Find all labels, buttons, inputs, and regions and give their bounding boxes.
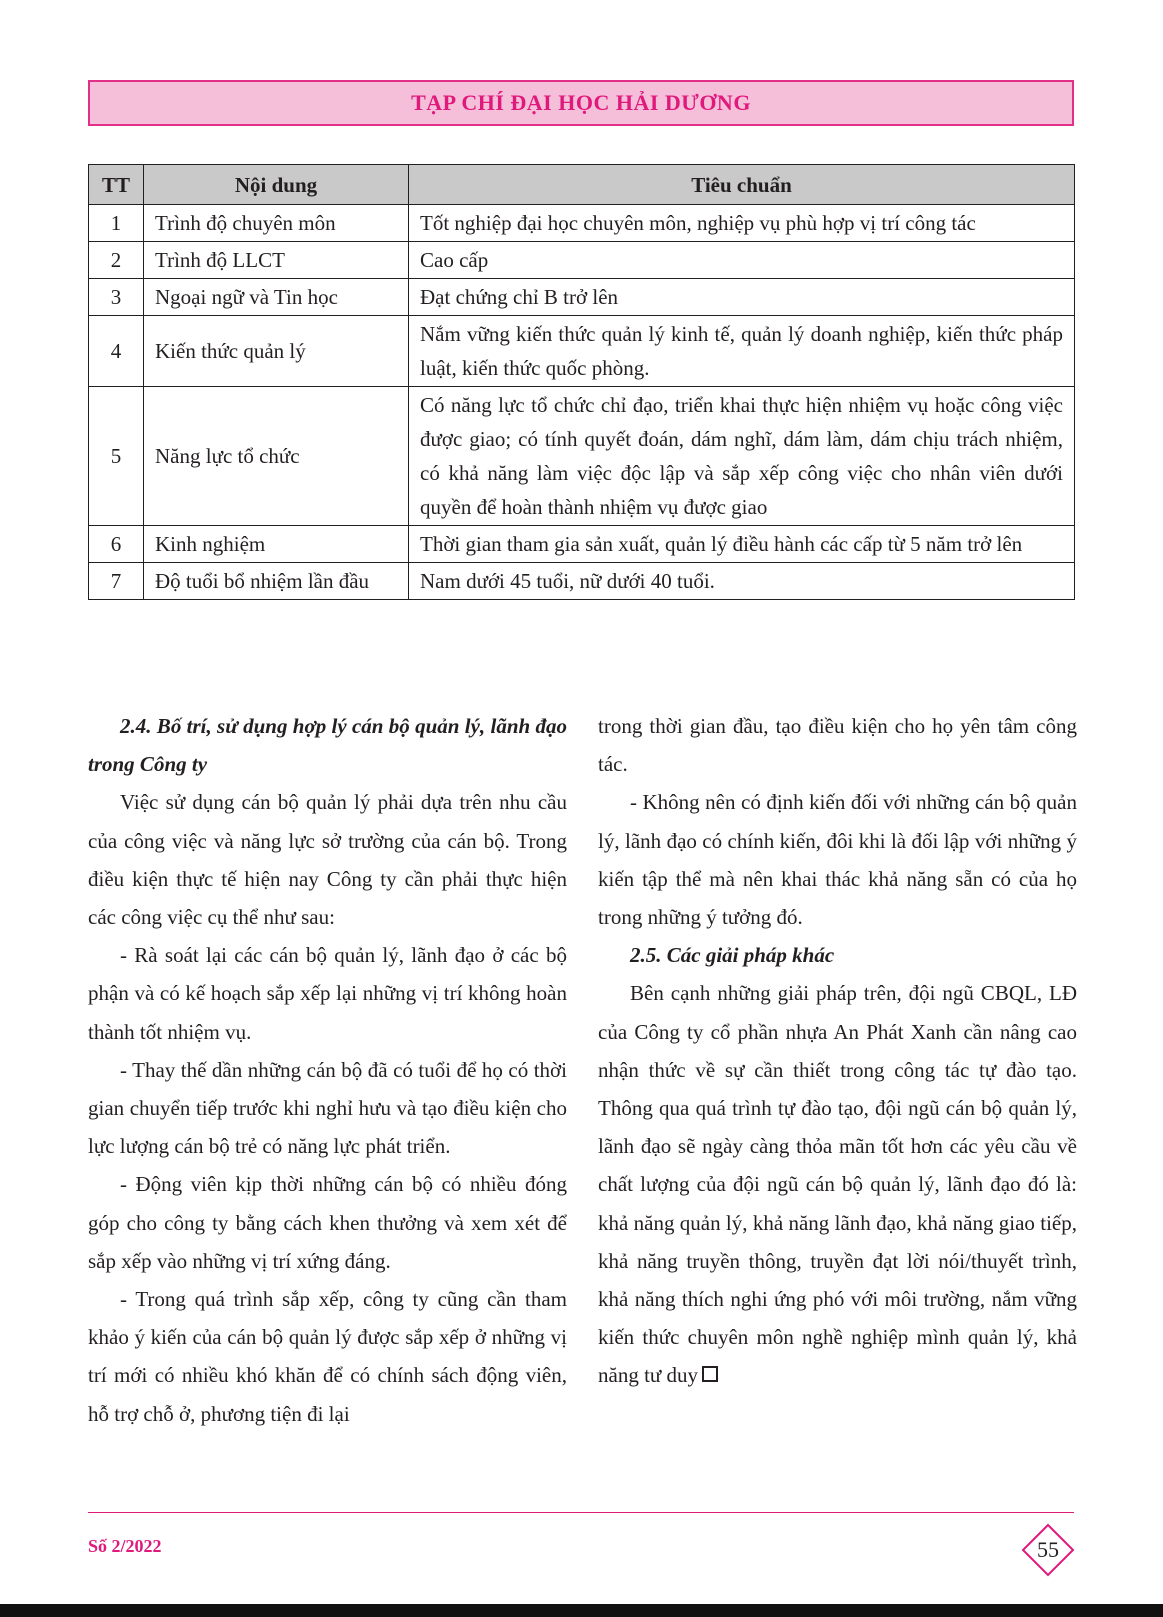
table-cell-tt: 5	[89, 387, 144, 526]
table-cell-content: Độ tuổi bổ nhiệm lần đầu	[144, 563, 409, 600]
body-paragraph-final	[598, 974, 1077, 1394]
header-standard: Tiêu chuẩn	[409, 165, 1075, 205]
table-cell-content: Trình độ LLCT	[144, 242, 409, 279]
table-cell-standard: Đạt chứng chỉ B trở lên	[409, 279, 1075, 316]
table-cell-standard: Cao cấp	[409, 242, 1075, 279]
table-cell-tt: 1	[89, 205, 144, 242]
table-row	[89, 526, 1075, 563]
table-cell-standard: Thời gian tham gia sản xuất, quản lý điều hành các cấp từ 5 năm trở lên	[409, 526, 1075, 563]
table-row	[89, 316, 1075, 387]
body-paragraph: - Rà soát lại các cán bộ quản lý, lãnh đạo ở các bộ phận và có kế hoạch sắp xếp lại những vị trí không hoàn thành tốt nhiệm vụ.	[88, 943, 567, 1044]
journal-title: TẠP CHÍ ĐẠI HỌC HẢI DƯƠNG	[411, 90, 751, 115]
table-cell-tt: 7	[89, 563, 144, 600]
table-cell-standard: Tốt nghiệp đại học chuyên môn, nghiệp vụ phù hợp vị trí công tác	[409, 205, 1075, 242]
body-paragraph: - Động viên kịp thời những cán bộ có nhiều đóng góp cho công ty bằng cách khen thưởng và xem xét để sắp xếp vào những vị trí xứng đáng.	[88, 1172, 567, 1273]
table-row	[89, 279, 1075, 316]
table-row	[89, 242, 1075, 279]
final-paragraph-text: Bên cạnh những giải pháp trên, đội ngũ CBQL, LĐ của Công ty cổ phần nhựa An Phát Xanh cần nâng cao nhận thức về sự cần thiết trong công tác tự đào tạo. Thông qua quá trình tự đào tạo, đội ngũ cán bộ quản lý, lãnh đạo sẽ ngày càng thỏa mãn tốt hơn các yêu cầu về chất lượng của đội ngũ cán bộ quản lý, lãnh đạo đó là: khả năng quản lý, khả năng lãnh đạo, khả năng giao tiếp, khả năng truyền thông, truyền đạt lời nói/thuyết trình, khả năng thích nghi ứng phó với môi trường, nắm vững kiến thức chuyên môn nghề nghiệp mình quản lý, khả năng tư duy	[598, 981, 1077, 1388]
end-of-article-icon	[702, 1366, 718, 1382]
section-heading-2-4: 2.4. Bố trí, sử dụng hợp lý cán bộ quản lý, lãnh đạo trong Công ty	[88, 714, 567, 777]
table-row	[89, 205, 1075, 242]
continued-paragraph: trong thời gian đầu, tạo điều kiện cho họ yên tâm công tác.	[598, 714, 1077, 777]
table-row	[89, 387, 1075, 526]
section-heading-2-5: 2.5. Các giải pháp khác	[630, 943, 835, 968]
issue-number: Số 2/2022	[88, 1536, 162, 1556]
table-cell-content: Năng lực tổ chức	[144, 387, 409, 526]
footer-divider	[88, 1512, 1074, 1513]
table-cell-standard: Nam dưới 45 tuổi, nữ dưới 40 tuổi.	[409, 563, 1075, 600]
body-paragraph: - Trong quá trình sắp xếp, công ty cũng cần tham khảo ý kiến của cán bộ quản lý được sắp xếp ở những vị trí mới có nhiều khó khăn để có chính sách động viên, hỗ trợ chỗ ở, phương tiện đi lại	[88, 1287, 567, 1426]
table-cell-tt: 3	[89, 279, 144, 316]
left-column	[88, 707, 567, 1433]
table-cell-content: Kinh nghiệm	[144, 526, 409, 563]
header-tt: TT	[89, 165, 144, 205]
body-paragraph: Việc sử dụng cán bộ quản lý phải dựa trên nhu cầu của công việc và năng lực sở trường của cán bộ. Trong điều kiện thực tế hiện nay Công ty cần phải thực hiện các công việc cụ thể như sau:	[88, 790, 567, 930]
table-cell-tt: 4	[89, 316, 144, 387]
right-column	[598, 707, 1077, 1395]
table-cell-tt: 6	[89, 526, 144, 563]
table-cell-standard: Nắm vững kiến thức quản lý kinh tế, quản lý doanh nghiệp, kiến thức pháp luật, kiến thức quốc phòng.	[409, 316, 1075, 387]
criteria-table	[88, 164, 1075, 600]
page-number: 55	[1037, 1537, 1059, 1562]
body-paragraph: - Thay thế dần những cán bộ đã có tuổi để họ có thời gian chuyển tiếp trước khi nghỉ hưu và tạo điều kiện cho lực lượng cán bộ trẻ có năng lực phát triển.	[88, 1057, 567, 1159]
journal-banner	[88, 80, 1074, 126]
bottom-bar	[0, 1604, 1163, 1617]
header-content: Nội dung	[144, 165, 409, 205]
table-cell-content: Ngoại ngữ và Tin học	[144, 279, 409, 316]
table-header-row	[89, 165, 1075, 205]
table-cell-content: Trình độ chuyên môn	[144, 205, 409, 242]
table-row	[89, 563, 1075, 600]
page-number-badge	[1021, 1523, 1075, 1577]
body-paragraph: - Không nên có định kiến đối với những cán bộ quản lý, lãnh đạo có chính kiến, đôi khi là đối lập với những ý kiến tập thể mà nên khai thác khả năng sẵn có của họ trong những ý tưởng đó.	[598, 790, 1077, 930]
table-cell-standard: Có năng lực tổ chức chỉ đạo, triển khai thực hiện nhiệm vụ hoặc công việc được giao; có tính quyết đoán, dám nghĩ, dám làm, dám chịu trách nhiệm, có khả năng làm việc độc lập và sắp xếp công việc cho nhân viên dưới quyền để hoàn thành nhiệm vụ được giao	[409, 387, 1075, 526]
table-cell-tt: 2	[89, 242, 144, 279]
table-cell-content: Kiến thức quản lý	[144, 316, 409, 387]
